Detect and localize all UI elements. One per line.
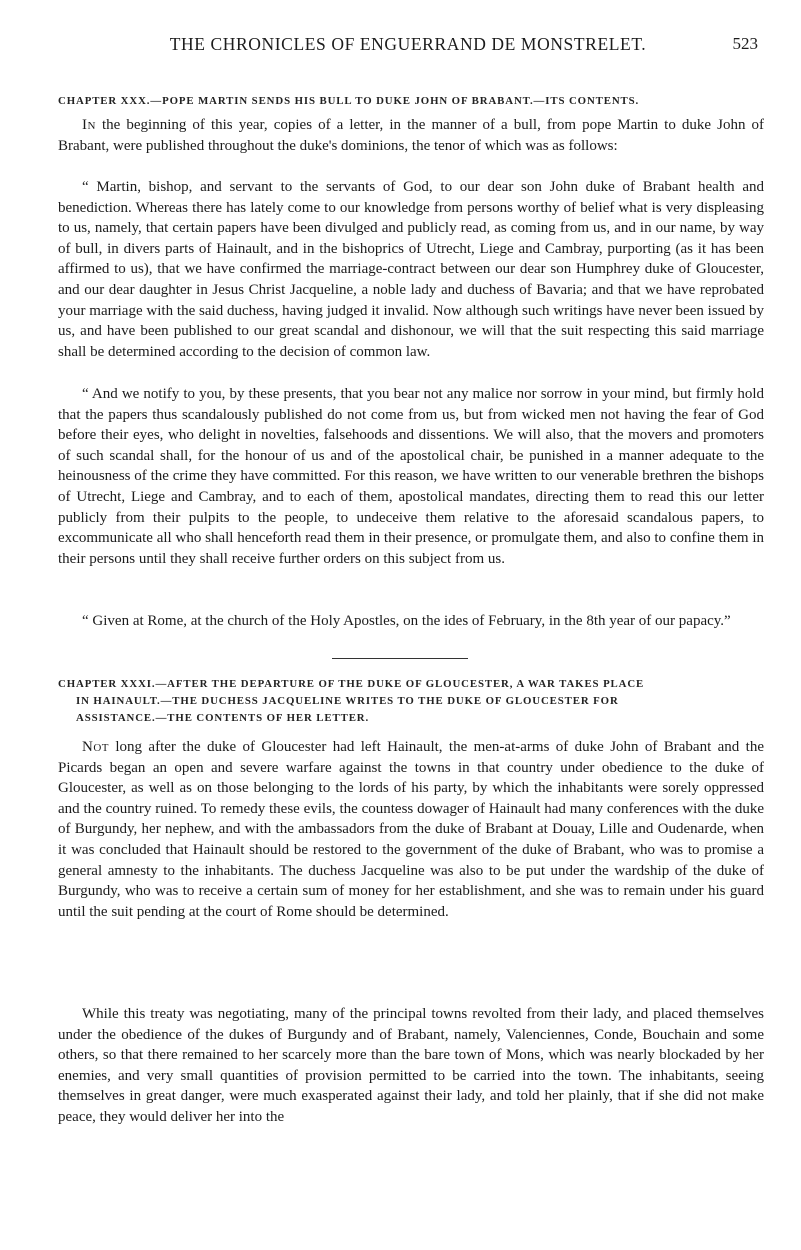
chapter-30-lead-word: In [82, 117, 96, 133]
chapter-30-paragraph-2: “ Martin, bishop, and servant to the servants of God, to our dear son John duke of Brabant health and benediction. Whereas there has lately come to our knowledge from persons worthy of belief what is very displeasing to us, namely, that certain papers have been divulged and publicly read, as coming from us, and in our name, by way of bull, in divers parts of Hainault, and in the bishoprics of Utrecht, Liege and Cambray, purporting (as it has been affirmed to us), that we have confirmed the marriage-contract between our dear son Humphrey duke of Gloucester, and our dear daughter in Jesus Christ Jacqueline, a noble lady and duchess of Bavaria; and that we have reprobated your marriage with the said duchess, having judged it invalid. Now although such writings have never been issued by us, and have been published to our great scandal and dishonour, we will that the suit respecting this said marriage shall be determined according to the decision of common law. [58, 179, 764, 360]
chapter-31-p1-text: long after the duke of Gloucester had left Hainault, the men-at-arms of duke John of Brabant and the Picards began an open and severe warfare against the towns in that country under obedience to the duke of Gloucester, as well as on those belonging to the lords of his party, by which the inhabitants were sorely oppressed and the country ruined. To remedy these evils, the countess dowager of Hainault had many conferences with the duke of Burgundy, her nephew, and with the ambassadors from the duke of Brabant at Douay, Lille and Oudenarde, when it was concluded that Hainault should be restored to the government of the duke of Brabant, who was to promise a general amnesty to the inhabitants. The duchess Jacqueline was also to be put under the wardship of the duke of Burgundy, who was to receive a certain sum of money for her establishment, and she was to remain under his guard until the suit pending at the court of Rome should be determined. [58, 739, 764, 920]
chapter-30-heading: CHAPTER XXX.—POPE MARTIN SENDS HIS BULL TO DUKE JOHN OF BRABANT.—ITS CONTENTS. [58, 95, 640, 107]
chapter-31-lead-word: Not [82, 739, 109, 755]
chapter-31-heading-line-2: IN HAINAULT.—THE DUCHESS JACQUELINE WRITES TO THE DUKE OF GLOUCESTER FOR [76, 695, 619, 707]
chapter-31-heading-line-1: CHAPTER XXXI.—AFTER THE DEPARTURE OF THE DUKE OF GLOUCESTER, A WAR TAKES PLACE [58, 678, 645, 690]
chapter-31-heading-line-3: ASSISTANCE.—THE CONTENTS OF HER LETTER. [76, 712, 370, 724]
chapter-30-paragraph-1 [58, 115, 764, 156]
section-divider [332, 658, 468, 659]
chapter-30-paragraph-4: “ Given at Rome, at the church of the Holy Apostles, on the ides of February, in the 8th year of our papacy.” [82, 613, 731, 629]
running-header [58, 34, 758, 62]
chapter-30-paragraph-3: “ And we notify to you, by these presents, that you bear not any malice nor sorrow in your mind, but firmly hold that the papers thus scandalously published do not come from us, but from wicked men not having the fear of God before their eyes, who delight in novelties, falsehoods and dissentions. We will also, that the movers and promoters of such scandal shall, for the honour of us and of the apostolical chair, be punished in a manner adequate to the heinousness of the crime they have committed. For this reason, we have written to our venerable brethren the bishops of Utrecht, Liege and Cambray, and to each of them, apostolical mandates, directing them to read this our letter publicly from their pulpits to the people, to undeceive them relative to the aforesaid scandalous papers, to excommunicate all who shall henceforth read them in their presence, or promulgate them, and also to confine them in their persons until they shall receive further orders on this subject from us. [58, 386, 764, 567]
chapter-31-paragraph-1 [58, 737, 764, 922]
chapter-31-paragraph-2: While this treaty was negotiating, many of the principal towns revolted from their lady, and placed themselves under the obedience of the dukes of Burgundy and of Brabant, namely, Valenciennes, Conde, Bouchain and some others, so that there remained to her scarcely more than the bare town of Mons, which was nearly blockaded by her enemies, and very small quantities of provision permitted to be carried into the town. The inhabitants, seeing themselves in great danger, were much exasperated against their lady, and told her plainly, that if she did not make peace, they would deliver her into the [58, 1006, 764, 1125]
chapter-31-heading [58, 676, 758, 727]
running-title: THE CHRONICLES OF ENGUERRAND DE MONSTRELET. [169, 34, 647, 54]
page-number: 523 [732, 34, 758, 53]
chapter-30-p1-text: the beginning of this year, copies of a letter, in the manner of a bull, from pope Martin to duke John of Brabant, were published throughout the duke's dominions, the tenor of which was as follows: [58, 117, 764, 154]
